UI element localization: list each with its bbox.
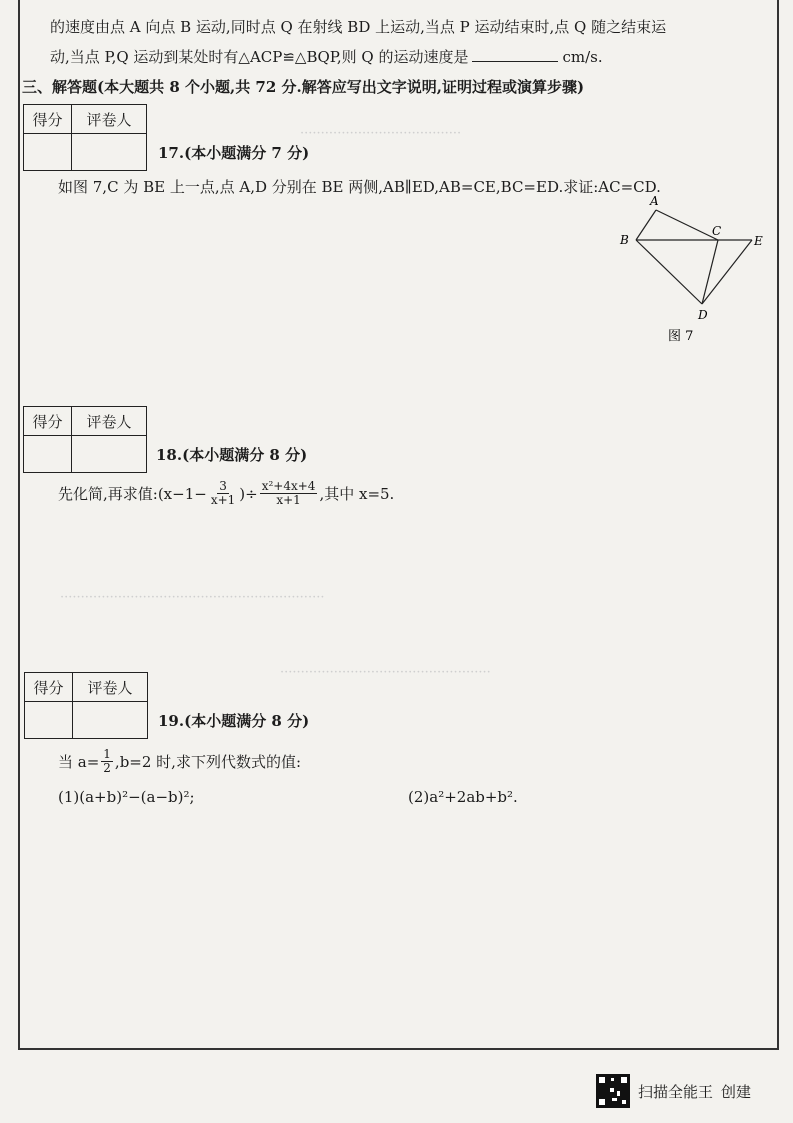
grader-label: 评卷人 bbox=[73, 673, 148, 702]
scanner-app-name: 扫描全能王 bbox=[638, 1082, 714, 1101]
question-16-continuation: 的速度由点 A 向点 B 运动,同时点 Q 在射线 BD 上运动,当点 P 运动结束时,点 Q 随之结束运 bbox=[50, 18, 667, 36]
question-16-continuation-2: 动,当点 P,Q 运动到某处时有△ACP≌△BQP,则 Q 的运动速度是 cm/s. bbox=[50, 48, 603, 66]
score-box-18 bbox=[23, 406, 147, 473]
score-label: 得分 bbox=[24, 105, 72, 134]
expr-part: ,其中 x=5. bbox=[319, 485, 395, 503]
bleed-through: ································································ bbox=[60, 590, 325, 605]
problem-19-text bbox=[58, 748, 301, 775]
problem-19-title: 19.(本小题满分 8 分) bbox=[158, 712, 310, 730]
score-cell bbox=[24, 134, 72, 171]
segment-ab bbox=[636, 210, 656, 240]
problem-18-title: 18.(本小题满分 8 分) bbox=[156, 446, 308, 464]
bleed-through: ······································· bbox=[300, 126, 462, 141]
fraction-3-over-x1: $\frac{3}{x+1}$ bbox=[210, 479, 236, 507]
figure-caption: 图 7 bbox=[668, 329, 694, 344]
score-box-17 bbox=[23, 104, 147, 171]
score-label: 得分 bbox=[24, 407, 72, 436]
answer-blank bbox=[472, 49, 558, 62]
point-b-label: B bbox=[620, 233, 629, 247]
grader-cell bbox=[72, 134, 147, 171]
scanner-watermark bbox=[596, 1074, 751, 1108]
expr-part: 先化简,再求值:(x−1− bbox=[58, 485, 207, 503]
score-label: 得分 bbox=[25, 673, 73, 702]
problem-19-part-2: (2)a²+2ab+b². bbox=[408, 788, 518, 806]
grader-label: 评卷人 bbox=[72, 407, 147, 436]
expr-part: 当 a= bbox=[58, 753, 100, 771]
expr-part: )÷ bbox=[239, 484, 258, 503]
scanner-action: 创建 bbox=[721, 1082, 752, 1101]
qr-code-icon bbox=[596, 1074, 630, 1108]
segment-ac bbox=[656, 210, 718, 240]
point-e-label: E bbox=[754, 234, 763, 248]
problem-17-title: 17.(本小题满分 7 分) bbox=[158, 144, 310, 162]
expr-part: ,b=2 时,求下列代数式的值: bbox=[114, 753, 301, 771]
segment-bd bbox=[636, 240, 702, 304]
score-cell bbox=[25, 702, 73, 739]
bleed-through: ··················································· bbox=[280, 665, 491, 680]
point-a-label: A bbox=[650, 194, 659, 208]
grader-label: 评卷人 bbox=[72, 105, 147, 134]
section-heading: 三、解答题(本大题共 8 个小题,共 72 分.解答应写出文字说明,证明过程或演算步骤) bbox=[22, 78, 585, 96]
score-cell bbox=[24, 436, 72, 473]
grader-cell bbox=[73, 702, 148, 739]
problem-17-text: 如图 7,C 为 BE 上一点,点 A,D 分别在 BE 两侧,AB∥ED,AB=CE,BC=ED.求证:AC=CD. bbox=[58, 178, 661, 196]
fraction-one-half: $\frac{1}{2}$ bbox=[103, 747, 111, 775]
figure-7 bbox=[612, 192, 772, 344]
fraction-quadratic: $\frac{\text{x²+4x+4}}{x+1}$ bbox=[261, 479, 316, 507]
point-c-label: C bbox=[712, 224, 722, 238]
problem-18-expression bbox=[58, 480, 394, 507]
grader-cell bbox=[72, 436, 147, 473]
point-d-label: D bbox=[698, 308, 708, 322]
score-box-19 bbox=[24, 672, 148, 739]
problem-19-part-1: (1)(a+b)²−(a−b)²; bbox=[58, 788, 195, 806]
